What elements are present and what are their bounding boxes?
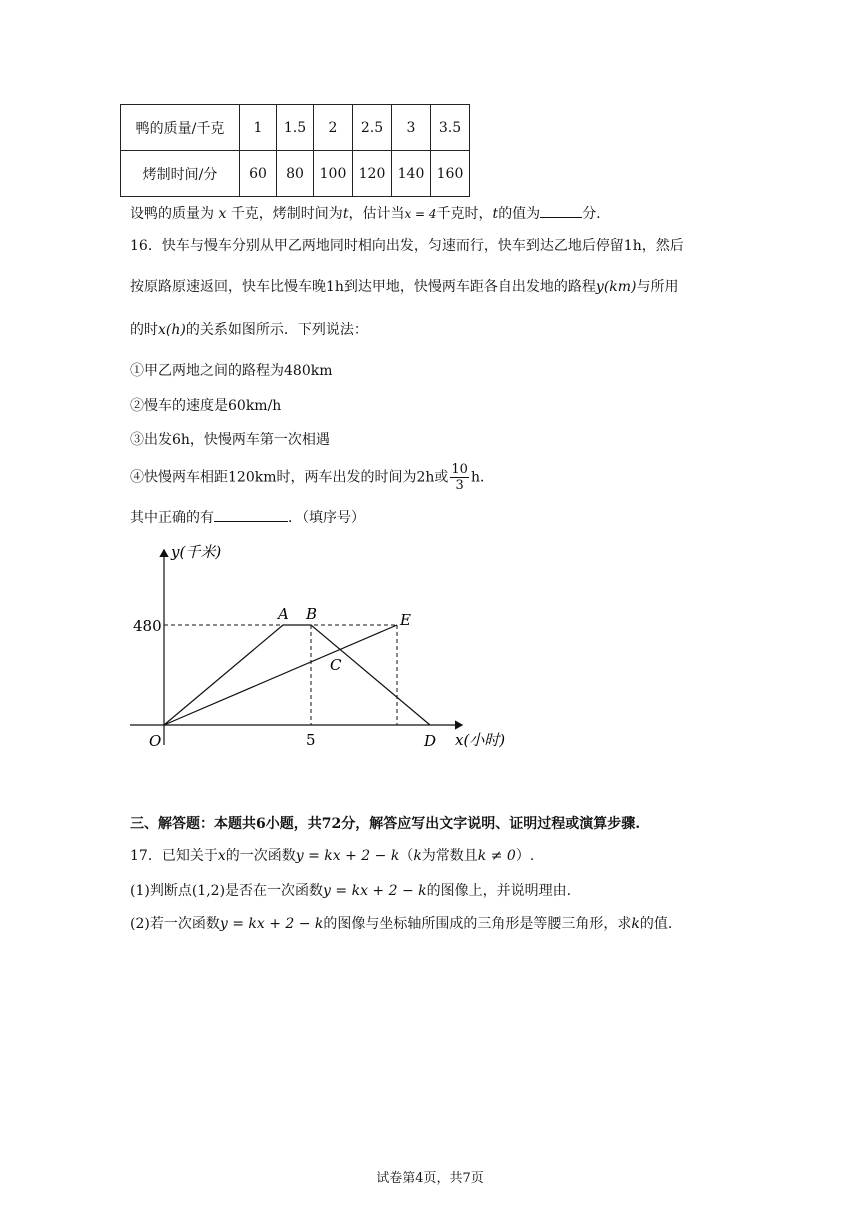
table-cell: 160 — [431, 151, 470, 197]
q17-part-2 — [130, 914, 672, 934]
text: 为常数且 — [421, 848, 478, 864]
math-var: k — [631, 916, 640, 932]
text: 的图像上，并说明理由. — [426, 883, 572, 899]
fraction-numerator: 10 — [451, 462, 468, 477]
point-label-d: D — [424, 732, 437, 750]
math-expr: y = kx + 2 − k — [219, 916, 324, 932]
text: 与所用 — [636, 279, 679, 295]
fraction — [450, 462, 469, 493]
answer-blank[interactable] — [214, 507, 288, 522]
point-label-b: B — [306, 605, 318, 623]
page-footer: 试卷第4页，共7页 — [376, 1171, 484, 1186]
q16-statement-2: ②慢车的速度是60km/h — [130, 398, 282, 414]
y-tick-label: 480 — [133, 617, 162, 635]
answer-blank[interactable] — [540, 203, 582, 218]
text: ④快慢两车相距120km时，两车出发的时间为2h或 — [130, 469, 449, 486]
q17-intro — [130, 846, 534, 866]
section-3-title: 三、解答题：本题共6小题，共72分，解答应写出文字说明、证明过程或演算步骤. — [130, 816, 641, 832]
table-cell: 1 — [240, 105, 277, 151]
table-cell: 3 — [392, 105, 431, 151]
table-cell: 2 — [314, 105, 353, 151]
duck-roast-table — [120, 104, 470, 197]
fraction-denominator: 3 — [455, 478, 464, 493]
q16-line-1: 16．快车与慢车分别从甲乙两地同时相向出发，匀速而行，快车到达乙地后停留1h，然后 — [130, 238, 684, 254]
y-axis-label: y(千米) — [171, 543, 222, 561]
slow-car-line — [164, 625, 397, 725]
table-header-cell: 烤制时间/分 — [121, 151, 240, 197]
q16-statement-1: ①甲乙两地之间的路程为480km — [130, 363, 333, 379]
math-expr: y = kx + 2 − k — [323, 883, 427, 899]
table-cell: 1.5 — [277, 105, 314, 151]
point-label-a: A — [278, 605, 289, 623]
math-expr: x = 4 — [404, 207, 437, 221]
math-var: t — [342, 206, 349, 222]
q16-line-2 — [130, 277, 679, 297]
text: 是否在一次函数 — [225, 883, 324, 899]
math-var: x — [217, 848, 226, 864]
table-cell: 80 — [277, 151, 314, 197]
text: 的值为 — [498, 206, 541, 222]
text: 的时 — [130, 322, 158, 338]
text: 的关系如图所示．下列说法： — [185, 322, 368, 338]
text: （ — [399, 848, 414, 864]
text: ，估计当 — [348, 206, 405, 222]
text: 的值. — [639, 916, 673, 932]
text: 分. — [582, 206, 601, 222]
q16-line-3 — [130, 320, 368, 340]
text: ）. — [515, 848, 535, 864]
x-tick-label: 5 — [306, 731, 316, 749]
q16-statement-3: ③出发6h，快慢两车第一次相遇 — [130, 432, 330, 448]
text: 其中正确的有 — [130, 510, 214, 526]
text: (2)若一次函数 — [130, 916, 220, 932]
q16-statement-4 — [130, 462, 494, 493]
x-axis-label: x(小时) — [455, 731, 505, 749]
text: 17．已知关于 — [130, 848, 218, 864]
point-label-c: C — [330, 656, 342, 674]
table-cell: 120 — [353, 151, 392, 197]
math-expr: y = kx + 2 − k — [295, 848, 400, 864]
math-var: x — [218, 206, 227, 222]
math-expr: y(km) — [595, 279, 637, 295]
math-expr: x(h) — [158, 322, 186, 338]
text: 千克时， — [436, 206, 493, 222]
table-cell: 2.5 — [353, 105, 392, 151]
math-var: k — [413, 848, 422, 864]
origin-label: O — [149, 732, 162, 750]
table-header-cell: 鸭的质量/千克 — [121, 105, 240, 151]
distance-time-graph — [125, 540, 505, 760]
point-label-e: E — [400, 611, 411, 629]
text: ．（填序号） — [288, 510, 365, 526]
fast-car-line — [164, 625, 430, 725]
q15-question-line — [130, 203, 601, 224]
q16-answer-line — [130, 507, 365, 528]
math-expr: k ≠ 0 — [477, 848, 516, 864]
table-cell: 3.5 — [431, 105, 470, 151]
math-expr: (1,2) — [191, 883, 226, 899]
text: 的图像与坐标轴所围成的三角形是等腰三角形，求 — [323, 916, 632, 932]
table-cell: 140 — [392, 151, 431, 197]
table-cell: 100 — [314, 151, 353, 197]
text: 设鸭的质量为 — [130, 206, 214, 222]
text: 按原路原速返回，快车比慢车晚1h到达甲地，快慢两车距各自出发地的路程 — [130, 279, 596, 295]
q17-part-1 — [130, 881, 571, 901]
table-cell: 60 — [240, 151, 277, 197]
text: (1)判断点 — [130, 883, 192, 899]
table-row — [121, 105, 470, 151]
math-var: t — [492, 206, 499, 222]
text: 千克，烤制时间为 — [230, 206, 343, 222]
text: h． — [470, 469, 494, 486]
table-row — [121, 151, 470, 197]
text: 的一次函数 — [225, 848, 296, 864]
